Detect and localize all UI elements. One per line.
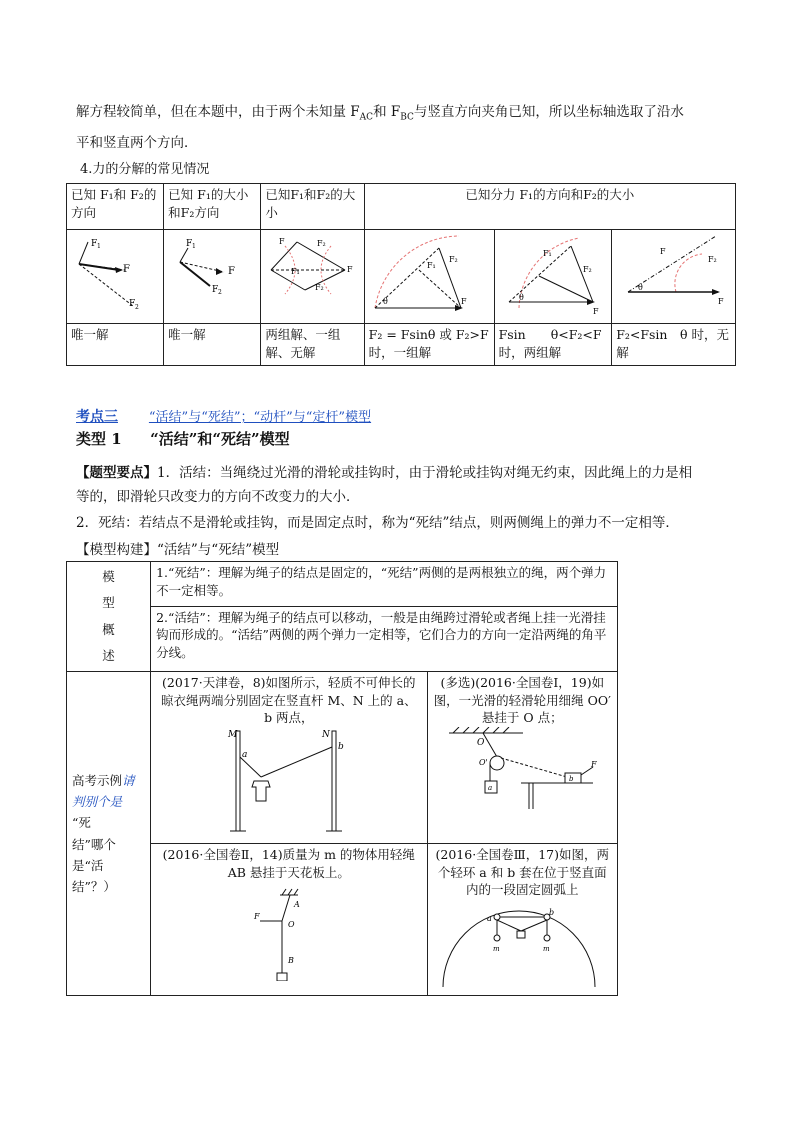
diagram-cell-6 <box>612 230 736 324</box>
result-4: F₂ = Fsinθ 或 F₂>F 时，一组解 <box>364 324 494 366</box>
svg-text:O: O <box>288 920 295 929</box>
pulley-diagram <box>433 727 607 817</box>
svg-text:F: F <box>660 247 666 256</box>
svg-text:F: F <box>460 297 467 306</box>
key-points-line-1: 【题型要点】1．活结：当绳绕过光滑的滑轮或挂钩时，由于滑轮或挂钩对绳无约束，因此绳上的力是相 <box>76 465 693 481</box>
svg-text:θ: θ <box>382 297 388 306</box>
example-national-3-2016 <box>427 844 617 996</box>
svg-text:F: F <box>592 307 599 316</box>
svg-text:F₂: F₂ <box>315 283 325 292</box>
example-national-1-2016 <box>427 672 617 844</box>
svg-text:2: 2 <box>135 304 139 311</box>
svg-text:θ: θ <box>518 293 524 302</box>
arc-rings-diagram <box>433 899 607 989</box>
svg-text:A: A <box>294 900 300 909</box>
svg-text:F: F <box>123 264 130 275</box>
section-4-title: 4.力的分解的常见情况 <box>80 162 210 177</box>
dead-knot-description: 1.“死结”：理解为绳子的结点是固定的，“死结”两侧的是两根独立的绳，两个弹力不一定相等。 <box>151 562 618 607</box>
live-knot-description: 2.“活结”：理解为绳子的结点可以移动，一般是由绳跨过滑轮或者绳上挂一光滑挂钩而形成的。“活结”两侧的两个弹力一定相等，它们合力的方向一定沿两绳的角平分线。 <box>151 606 618 671</box>
svg-text:F₁: F₁ <box>542 249 552 258</box>
result-2: 唯一解 <box>164 324 261 366</box>
svg-text:F: F <box>186 239 193 249</box>
result-6: F₂<Fsin θ 时，无解 <box>612 324 736 366</box>
svg-text:N: N <box>322 729 330 740</box>
svg-text:F: F <box>129 299 136 309</box>
exam-examples-label: 高考示例请判别个是 “死 结”哪个 是“活 结”？） <box>67 672 151 996</box>
svg-text:B: B <box>288 956 294 965</box>
svg-text:F: F <box>347 265 353 274</box>
decomposition-diagram-5 <box>499 232 605 316</box>
type1-label: 类型 1 <box>76 430 122 448</box>
svg-text:F: F <box>279 237 285 246</box>
svg-text:F: F <box>254 912 260 921</box>
kaodian-heading[interactable] <box>76 406 371 426</box>
svg-text:1: 1 <box>192 243 196 250</box>
hanging-mass-diagram <box>156 881 416 981</box>
svg-text:F₂: F₂ <box>708 255 717 264</box>
intro-line-2: 平和竖直两个方向． <box>76 135 198 151</box>
header-direction-and-magnitude: 已知分力 F₁的方向和F₂的大小 <box>364 184 735 230</box>
key-points-line-3: 2．死结：若结点不是滑轮或挂钩，而是固定点时，称为“死结”结点，则两侧绳上的弹力不一定相等． <box>76 515 679 531</box>
header-magnitude-direction: 已知 F₁的大小和F₂方向 <box>164 184 261 230</box>
svg-text:F: F <box>718 297 724 306</box>
decomposition-table <box>66 183 736 366</box>
type1-heading <box>76 428 290 449</box>
result-3: 两组解、一组解、无解 <box>261 324 364 366</box>
svg-text:m: m <box>492 944 500 953</box>
header-magnitudes: 已知F₁和F₂的大小 <box>261 184 364 230</box>
svg-text:θ: θ <box>638 283 644 292</box>
diagram-cell-3 <box>261 230 364 324</box>
svg-text:F: F <box>91 239 98 249</box>
decomposition-diagram-6 <box>616 232 728 316</box>
result-5: Fsin θ<F₂<F 时，两组解 <box>494 324 612 366</box>
kaodian-title[interactable]: “活结”与“死结”；“动杆”与“定杆”模型 <box>148 410 372 425</box>
svg-text:b: b <box>548 907 554 917</box>
example-2-text: (多选)(2016·全国卷Ⅰ，19)如图，一光滑的轻滑轮用细绳 OO′悬挂于 O 点； <box>433 675 611 725</box>
key-points-line-2: 等的，即滑轮只改变力的方向不改变力的大小． <box>76 489 360 505</box>
decomposition-diagram-4 <box>369 232 487 316</box>
svg-text:O: O <box>476 737 484 748</box>
svg-text:M: M <box>228 729 238 740</box>
diagram-cell-4 <box>364 230 494 324</box>
svg-text:a: a <box>242 749 248 760</box>
type1-title: “活结”和“死结”模型 <box>150 430 290 448</box>
model-build-heading: 【模型构建】“活结”与“死结”模型 <box>76 542 280 558</box>
header-directions: 已知 F₁和 F₂的方向 <box>67 184 164 230</box>
svg-text:F: F <box>228 266 236 277</box>
decomposition-diagram-3 <box>265 232 357 316</box>
diagram-cell-1 <box>67 230 164 324</box>
example-3-text: (2016·全国卷Ⅱ，14)质量为 m 的物体用轻绳 AB 悬挂于天花板上。 <box>162 847 415 880</box>
svg-text:a: a <box>486 913 492 923</box>
svg-text:m: m <box>542 944 550 953</box>
model-table <box>66 561 618 996</box>
svg-text:O': O' <box>478 757 488 767</box>
svg-text:F₂: F₂ <box>317 239 327 248</box>
example-4-text: (2016·全国卷Ⅲ，17)如图，两个轻环 a 和 b 套在位于竖直面内的一段固定圆弧上 <box>435 847 610 897</box>
svg-text:F: F <box>212 285 219 295</box>
svg-text:b: b <box>338 741 344 752</box>
svg-text:2: 2 <box>218 289 222 296</box>
clothesline-diagram <box>156 727 416 837</box>
decomposition-diagram-2 <box>168 232 254 316</box>
decomposition-diagram-1 <box>71 232 157 316</box>
svg-text:1: 1 <box>97 243 101 250</box>
svg-text:F: F <box>590 759 597 769</box>
svg-text:b: b <box>568 774 574 783</box>
svg-text:F₂: F₂ <box>582 265 592 274</box>
result-1: 唯一解 <box>67 324 164 366</box>
svg-text:a: a <box>487 783 492 792</box>
kaodian-label[interactable]: 考点三 <box>76 409 118 425</box>
intro-line-1: 解方程较简单，但在本题中，由于两个未知量 $F_{AC}$和 $F_{BC}$与竖直方向夹角已知，所以坐标轴选取了沿水 <box>76 104 684 123</box>
svg-text:F₂: F₂ <box>448 255 458 264</box>
example-1-text: (2017·天津卷，8)如图所示，轻质不可伸长的晾衣绳两端分别固定在竖直杆 M、N 上的 a、b 两点， <box>160 675 417 725</box>
svg-text:F₁: F₁ <box>426 261 436 270</box>
example-national-2-2016 <box>151 844 427 996</box>
svg-text:F₁: F₁ <box>291 267 301 276</box>
example-tianjin-2017 <box>151 672 427 844</box>
model-overview-label: 模 型 概 述 <box>67 562 151 672</box>
diagram-cell-2 <box>164 230 261 324</box>
diagram-cell-5 <box>494 230 612 324</box>
